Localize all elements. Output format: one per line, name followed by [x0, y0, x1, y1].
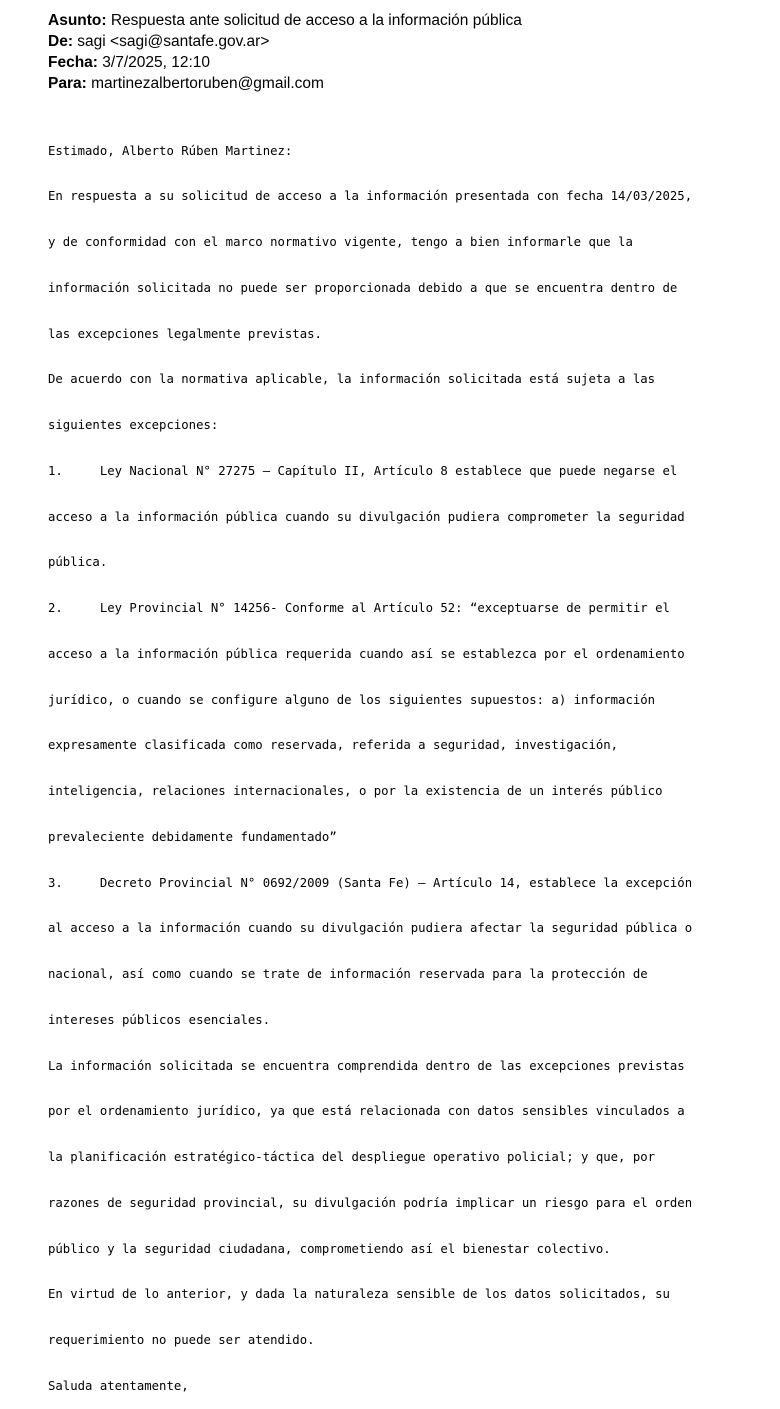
from-label: De:: [48, 33, 73, 50]
body-line: De acuerdo con la normativa aplicable, la información solicitada está sujeta a las: [48, 372, 656, 387]
body-line: inteligencia, relaciones internacionales, o por la existencia de un interés público: [48, 784, 663, 798]
subject-label: Asunto:: [48, 12, 107, 29]
date-value: 3/7/2025, 12:10: [102, 54, 211, 71]
body-line: acceso a la información pública cuando su divulgación pudiera comprometer la seguridad: [48, 509, 685, 524]
to-line: [48, 73, 522, 94]
to-value: martinezalbertoruben@gmail.com: [91, 75, 324, 92]
body-line: razones de seguridad provincial, su divulgación podría implicar un riesgo para el orden: [48, 1195, 693, 1210]
body-line: acceso a la información pública requerida cuando así se establezca por el ordenamiento: [48, 646, 685, 661]
body-line: requerimiento no puede ser atendido.: [48, 1333, 315, 1347]
body-line: por el ordenamiento jurídico, ya que está relacionada con datos sensibles vinculados a: [48, 1104, 685, 1119]
body-line: La información solicitada se encuentra comprendida dentro de las excepciones previstas: [48, 1058, 685, 1073]
body-line: público y la seguridad ciudadana, comprometiendo así el bienestar colectivo.: [48, 1241, 611, 1256]
email-header: [48, 10, 522, 94]
body-line: información solicitada no puede ser proporcionada debido a que se encuentra dentro de: [48, 280, 678, 295]
body-line: al acceso a la información cuando su divulgación pudiera afectar la seguridad pública o: [48, 921, 693, 936]
body-line: nacional, así como cuando se trate de información reservada para la protección de: [48, 967, 648, 981]
body-line: pública.: [48, 555, 108, 570]
body-line: jurídico, o cuando se configure alguno de los siguientes supuestos: a) información: [48, 692, 656, 707]
subject-value: Respuesta ante solicitud de acceso a la información pública: [110, 12, 522, 29]
subject-line: [48, 10, 522, 31]
body-line: la planificación estratégico-táctica del despliegue operativo policial; y que, por: [48, 1150, 656, 1164]
to-label: Para:: [48, 75, 87, 92]
body-line: las excepciones legalmente previstas.: [48, 326, 322, 341]
date-label: Fecha:: [48, 54, 98, 71]
body-line: intereses públicos esenciales.: [48, 1012, 271, 1027]
body-line: Estimado, Alberto Rúben Martinez:: [48, 143, 293, 158]
from-value: sagi <sagi@santafe.gov.ar>: [77, 33, 270, 50]
date-line: [48, 52, 522, 73]
body-line: siguientes excepciones:: [48, 418, 219, 432]
body-line: En respuesta a su solicitud de acceso a la información presentada con fecha 14/03/2025,: [48, 189, 693, 204]
from-line: [48, 31, 522, 52]
body-line: 2. Ley Provincial N° 14256- Conforme al Artículo 52: “exceptuarse de permitir el: [48, 601, 670, 615]
message-body: [48, 113, 768, 1409]
body-line: y de conformidad con el marco normativo vigente, tengo a bien informarle que la: [48, 235, 633, 249]
body-line: prevaleciente debidamente fundamentado”: [48, 829, 337, 844]
body-line: 3. Decreto Provincial N° 0692/2009 (Santa Fe) – Artículo 14, establece la excepción: [48, 875, 693, 890]
body-line: expresamente clasificada como reservada, referida a seguridad, investigación,: [48, 738, 619, 753]
body-line: Saluda atentamente,: [48, 1378, 189, 1393]
body-line: 1. Ley Nacional N° 27275 – Capítulo II, Artículo 8 establece que puede negarse el: [48, 463, 678, 478]
body-line: En virtud de lo anterior, y dada la naturaleza sensible de los datos solicitados, su: [48, 1287, 670, 1302]
